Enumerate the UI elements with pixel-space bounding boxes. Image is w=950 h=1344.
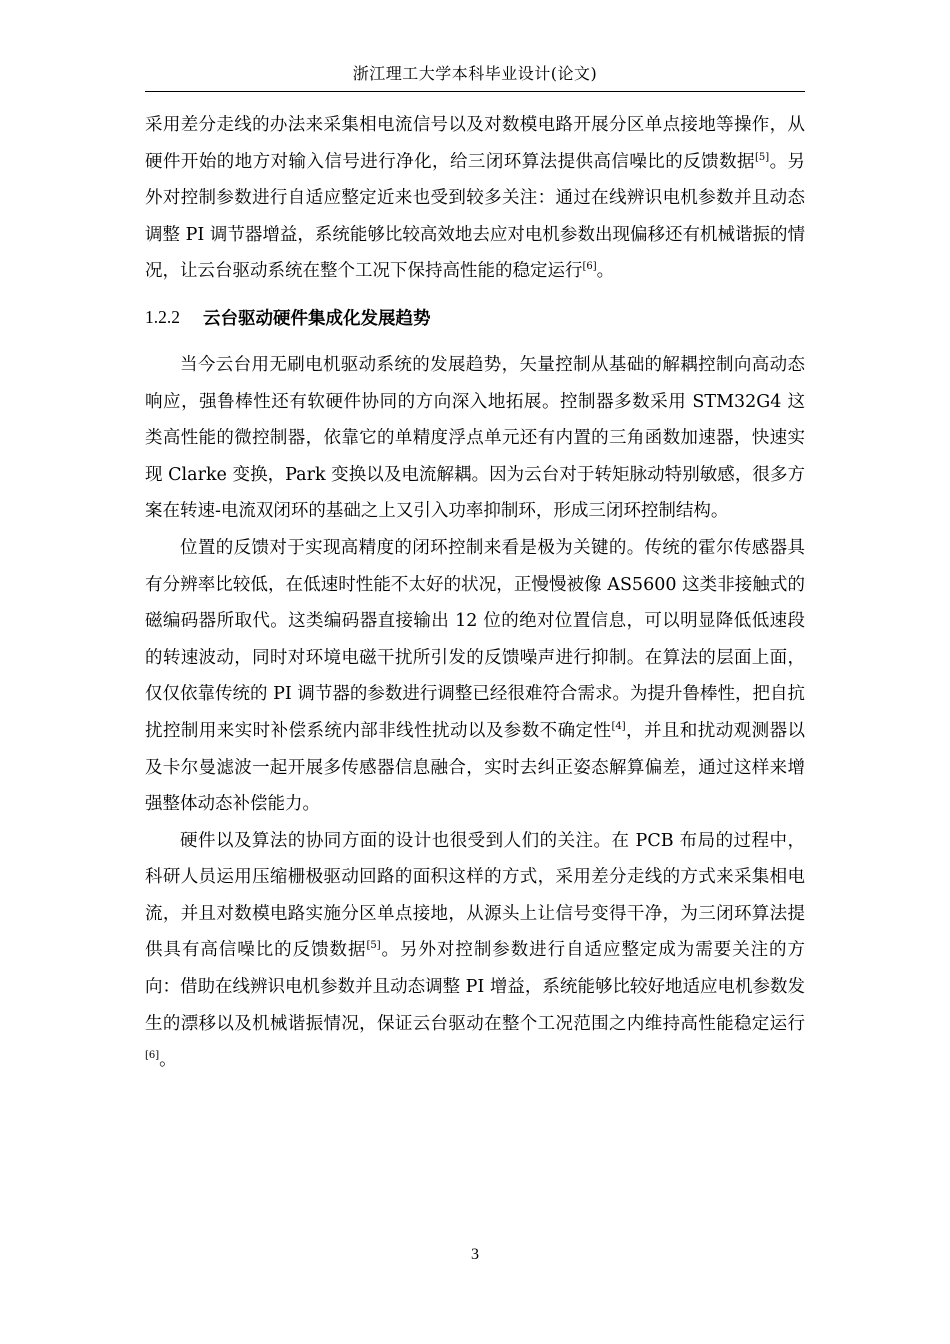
paragraph-text: 。 bbox=[159, 1050, 177, 1071]
header-divider bbox=[145, 91, 805, 92]
paragraph-text: 当今云台用无刷电机驱动系统的发展趋势，矢量控制从基础的解耦控制向高动态响应，强鲁棒性还有软硬件协同的方向深入地拓展。控制器多数采用 STM32G4 这类高性能的微控制器，依靠它的单精度浮点单元还有内置的三角函数加速器，快速实现 Clarke 变换，Park 变换以及电流解耦。因为云台对于转矩脉动特别敏感，很多方案在转速-电流双闭环的基础之上又引入功率抑制环，形成三闭环控制结构。 bbox=[145, 354, 805, 522]
section-title: 云台驱动硬件集成化发展趋势 bbox=[203, 309, 431, 330]
paragraph-text: ，并且和扰动观测器以及卡尔曼滤波一起开展多传感器信息融合，实时去纠正姿态解算偏差，通过这样来增强整体动态补偿能力。 bbox=[145, 720, 806, 815]
paragraph-text: 。另外对控制参数进行自适应整定成为需要关注的方向：借助在线辨识电机参数并且动态调整 PI 增益，系统能够比较好地适应电机参数发生的漂移以及机械谐振情况，保证云台驱动在整个工况范围之内维持高性能稳定运行 bbox=[145, 940, 806, 1034]
page-number: 3 bbox=[471, 1246, 479, 1263]
section-heading bbox=[145, 298, 805, 338]
paragraph-text: 位置的反馈对于实现高精度的闭环控制来看是极为关键的。传统的霍尔传感器具有分辨率比较低，在低速时性能不太好的状况，正慢慢被像 AS5600 这类非接触式的磁编码器所取代。这类编码器直接输出 12 位的绝对位置信息，可以明显降低低速段的转速波动，同时对环境电磁干扰所引发的反馈噪声进行抑制。在算法的层面上面，仅仅依靠传统的 PI 调节器的参数进行调整已经很难符合需求。为提升鲁棒性，把自抗扰控制用来实时补偿系统内部非线性扰动以及参数不确定性 bbox=[145, 537, 805, 741]
paragraph-text: 采用差分走线的办法来采集相电流信号以及对数模电路开展分区单点接地等操作，从硬件开始的地方对输入信号进行净化，给三闭环算法提供高信噪比的反馈数据 bbox=[145, 115, 805, 172]
page-header-title: 浙江理工大学本科毕业设计(论文) bbox=[352, 64, 598, 83]
body-paragraph-continued bbox=[145, 107, 805, 290]
citation-marker: [4] bbox=[611, 720, 626, 732]
paragraph-text: 硬件以及算法的协同方面的设计也很受到人们的关注。在 PCB 布局的过程中，科研人员运用压缩栅极驱动回路的面积这样的方式，采用差分走线的方式来采集相电流，并且对数模电路实施分区单点接地，从源头上让信号变得干净，为三闭环算法提供具有高信噪比的反馈数据 bbox=[145, 830, 805, 961]
citation-marker: [5] bbox=[366, 940, 381, 952]
citation-marker: [6] bbox=[582, 261, 597, 273]
page-body bbox=[145, 107, 805, 1079]
citation-marker: [5] bbox=[754, 151, 770, 163]
body-paragraph bbox=[145, 823, 805, 1079]
body-paragraph bbox=[145, 530, 805, 823]
citation-marker: [6] bbox=[145, 1050, 160, 1062]
body-paragraph bbox=[145, 347, 805, 530]
section-number: 1.2.2 bbox=[145, 307, 180, 328]
paragraph-text: 。 bbox=[596, 261, 615, 282]
paragraph-text: 。另外对控制参数进行自适应整定近来也受到较多关注：通过在线辨识电机参数并且动态调整 PI 调节器增益，系统能够比较高效地去应对电机参数出现偏移还有机械谐振的情况，让云台驱动系统在整个工况下保持高性能的稳定运行 bbox=[145, 151, 806, 282]
